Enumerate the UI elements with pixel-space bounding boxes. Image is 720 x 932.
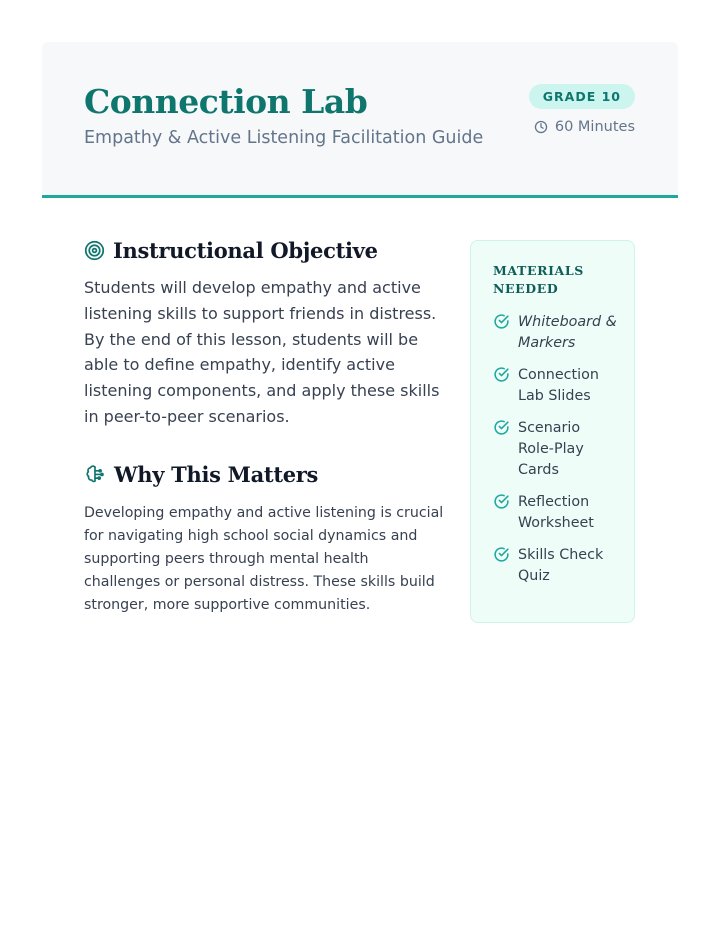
materials-heading: MATERIALS NEEDED xyxy=(493,263,584,296)
check-circle-icon xyxy=(493,366,510,383)
lesson-header xyxy=(42,42,678,198)
objective-text: Students will develop empathy and active listening skills to support friends in distress. By the end of this lesson, students will be able to define empathy, identify active listening components, and apply these skills in peer-to-peer scenarios. xyxy=(84,278,440,426)
check-circle-icon xyxy=(493,493,510,510)
why-text: Developing empathy and active listening is crucial for navigating high school social dynamics and supporting peers through mental health challenges or personal distress. These skills build stronger, more supportive communities. xyxy=(84,504,444,613)
material-item xyxy=(493,545,620,587)
target-icon xyxy=(84,240,105,261)
page-title: Connection Lab xyxy=(84,82,368,121)
why-heading xyxy=(84,462,444,487)
objective-title: Instructional Objective xyxy=(113,238,378,263)
duration xyxy=(534,119,635,135)
check-circle-icon xyxy=(493,419,510,436)
check-circle-icon xyxy=(493,546,510,563)
material-item xyxy=(493,312,620,354)
material-item xyxy=(493,492,620,534)
clock-icon xyxy=(534,120,548,134)
duration-label: 60 Minutes xyxy=(554,119,635,135)
material-label: Scenario Role-Play Cards xyxy=(518,420,584,478)
material-item xyxy=(493,365,620,407)
objective-heading xyxy=(84,238,444,263)
page-subtitle: Empathy & Active Listening Facilitation Guide xyxy=(84,128,484,148)
material-label: Whiteboard & Markers xyxy=(518,314,617,351)
materials-panel xyxy=(470,240,635,623)
brain-icon xyxy=(84,463,106,485)
material-label: Skills Check Quiz xyxy=(518,547,604,584)
grade-badge: GRADE 10 xyxy=(529,84,635,109)
material-label: Connection Lab Slides xyxy=(518,367,599,404)
material-item xyxy=(493,418,620,481)
materials-list xyxy=(493,312,620,587)
main-content xyxy=(84,238,444,617)
material-label: Reflection Worksheet xyxy=(518,494,594,531)
check-circle-icon xyxy=(493,313,510,330)
why-title: Why This Matters xyxy=(114,461,319,487)
